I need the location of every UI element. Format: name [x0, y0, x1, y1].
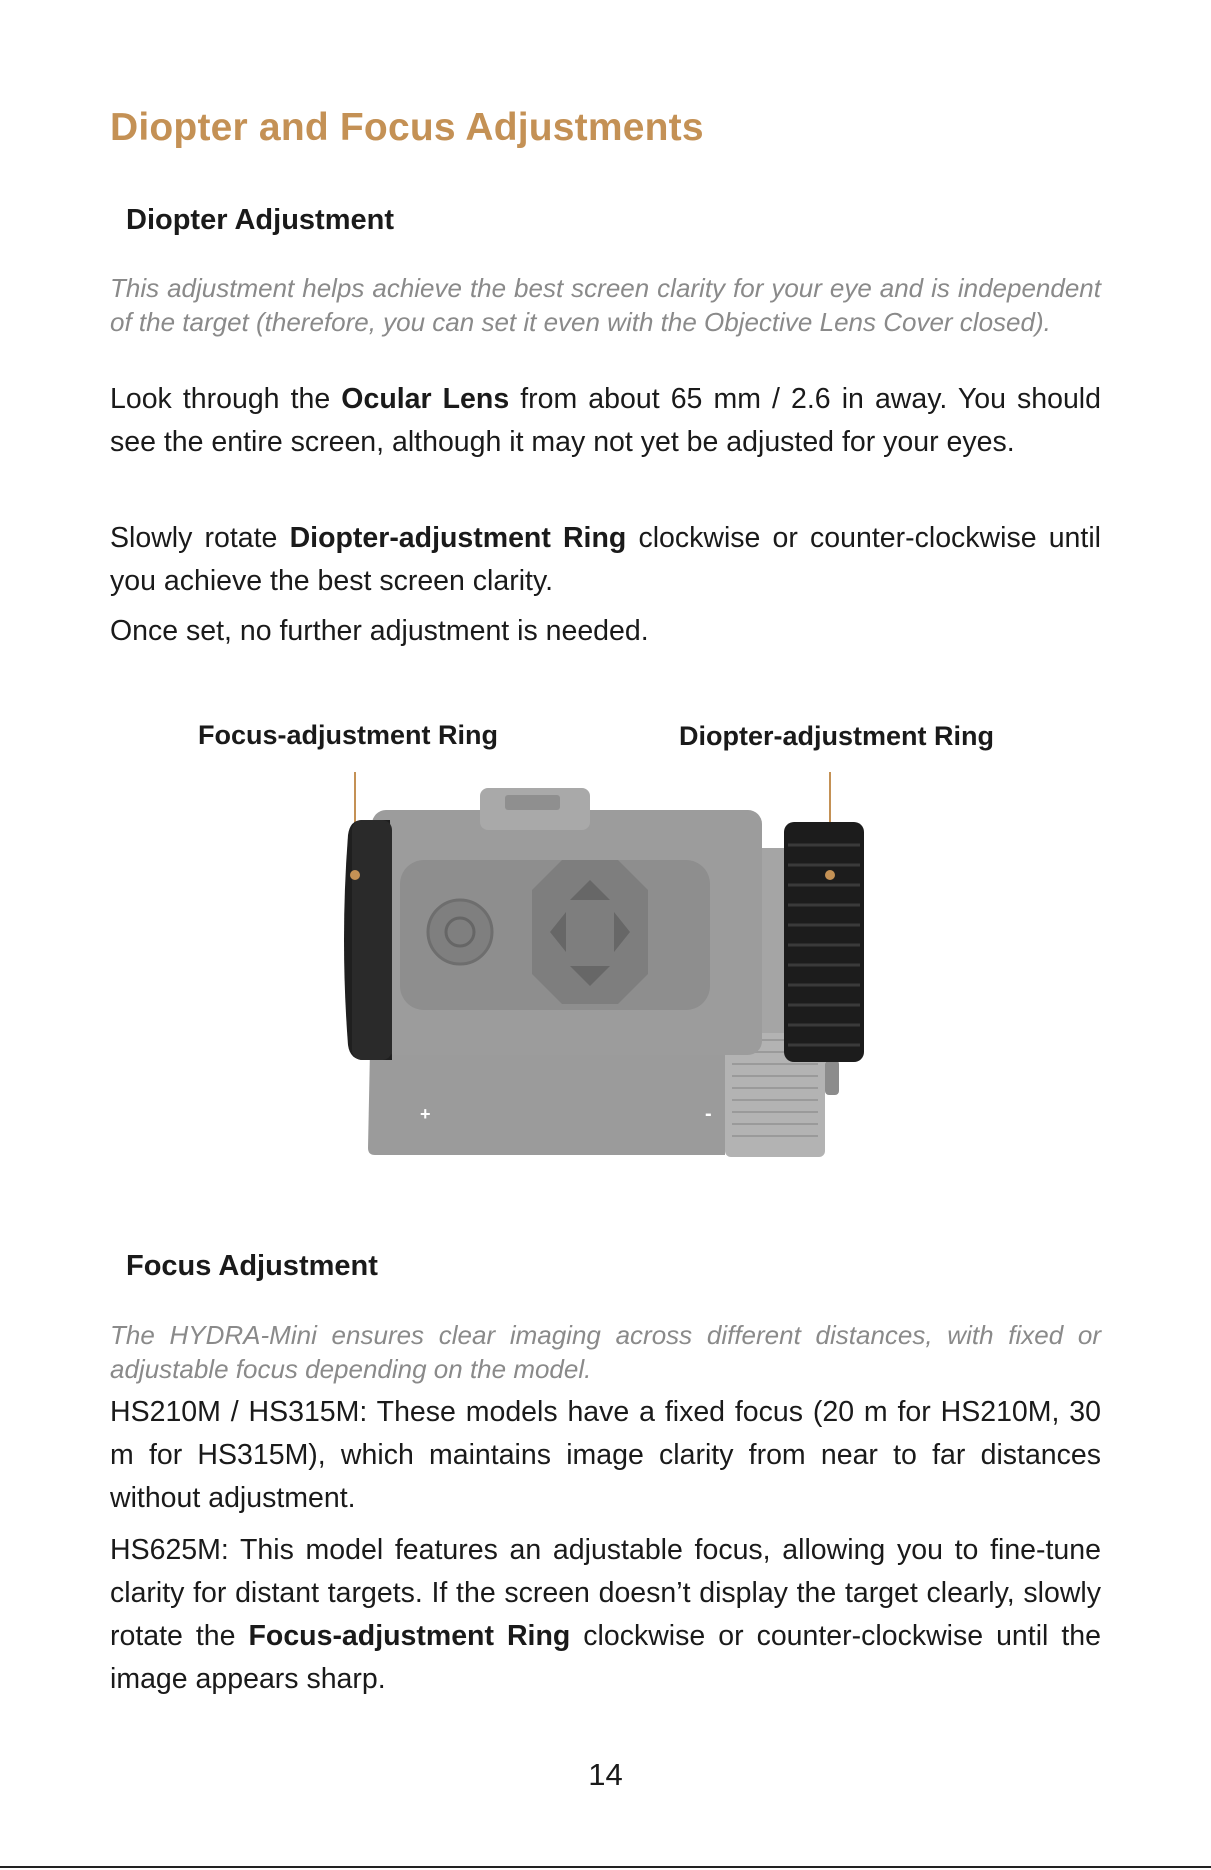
diopter-paragraph-3: Once set, no further adjustment is needed. [110, 615, 649, 647]
page-title: Diopter and Focus Adjustments [110, 106, 704, 149]
diopter-paragraph-1: Look through the Ocular Lens from about 65 mm / 2.6 in away. You should see the entire screen, although it may not yet be adjusted for your eyes. [110, 383, 1101, 458]
plus-marker: + [420, 1104, 431, 1124]
bottom-rule [0, 1866, 1211, 1868]
diopter-ring-callout: Diopter-adjustment Ring [679, 721, 994, 751]
diopter-paragraph-2: Slowly rotate Diopter-adjustment Ring clockwise or counter-clockwise until you achieve the best screen clarity. [110, 522, 1101, 597]
side-knob [825, 1060, 839, 1095]
minus-marker: - [705, 1103, 712, 1125]
device-illustration [300, 760, 900, 1160]
eyepiece-collar [762, 848, 784, 1033]
focus-ring-pointer [350, 870, 360, 880]
focus-paragraph-1: HS210M / HS315M: These models have a fixed focus (20 m for HS210M, 30 m for HS315M), which maintains image clarity from near to far distances without adjustment. [110, 1396, 1101, 1514]
focus-paragraph-2: HS625M: This model features an adjustable focus, allowing you to fine-tune clarity for distant targets. If the screen doesn’t display the target clearly, slowly rotate the Focus-adjustment Ring clockwise or counter-clockwise until the image appears sharp. [110, 1534, 1101, 1695]
focus-ring-callout: Focus-adjustment Ring [198, 720, 499, 750]
diopter-heading: Diopter Adjustment [126, 204, 394, 236]
battery-housing [368, 1050, 725, 1155]
focus-intro: The HYDRA-Mini ensures clear imaging across different distances, with fixed or adjustable focus depending on the model. [110, 1320, 1101, 1384]
focus-ring-term: Focus-adjustment Ring [248, 1620, 571, 1652]
diopter-ring-term: Diopter-adjustment Ring [289, 522, 627, 554]
diopter-intro: This adjustment helps achieve the best screen clarity for your eye and is independent of the target (therefore, you can set it even with the Objective Lens Cover closed). [110, 273, 1101, 337]
ocular-lens-term: Ocular Lens [341, 383, 510, 415]
power-button [428, 900, 492, 964]
page-number: 14 [588, 1757, 623, 1792]
focus-ring-face [352, 820, 392, 1060]
focus-heading: Focus Adjustment [126, 1250, 378, 1282]
top-rail-slot [505, 795, 560, 810]
diopter-ring-pointer [825, 870, 835, 880]
